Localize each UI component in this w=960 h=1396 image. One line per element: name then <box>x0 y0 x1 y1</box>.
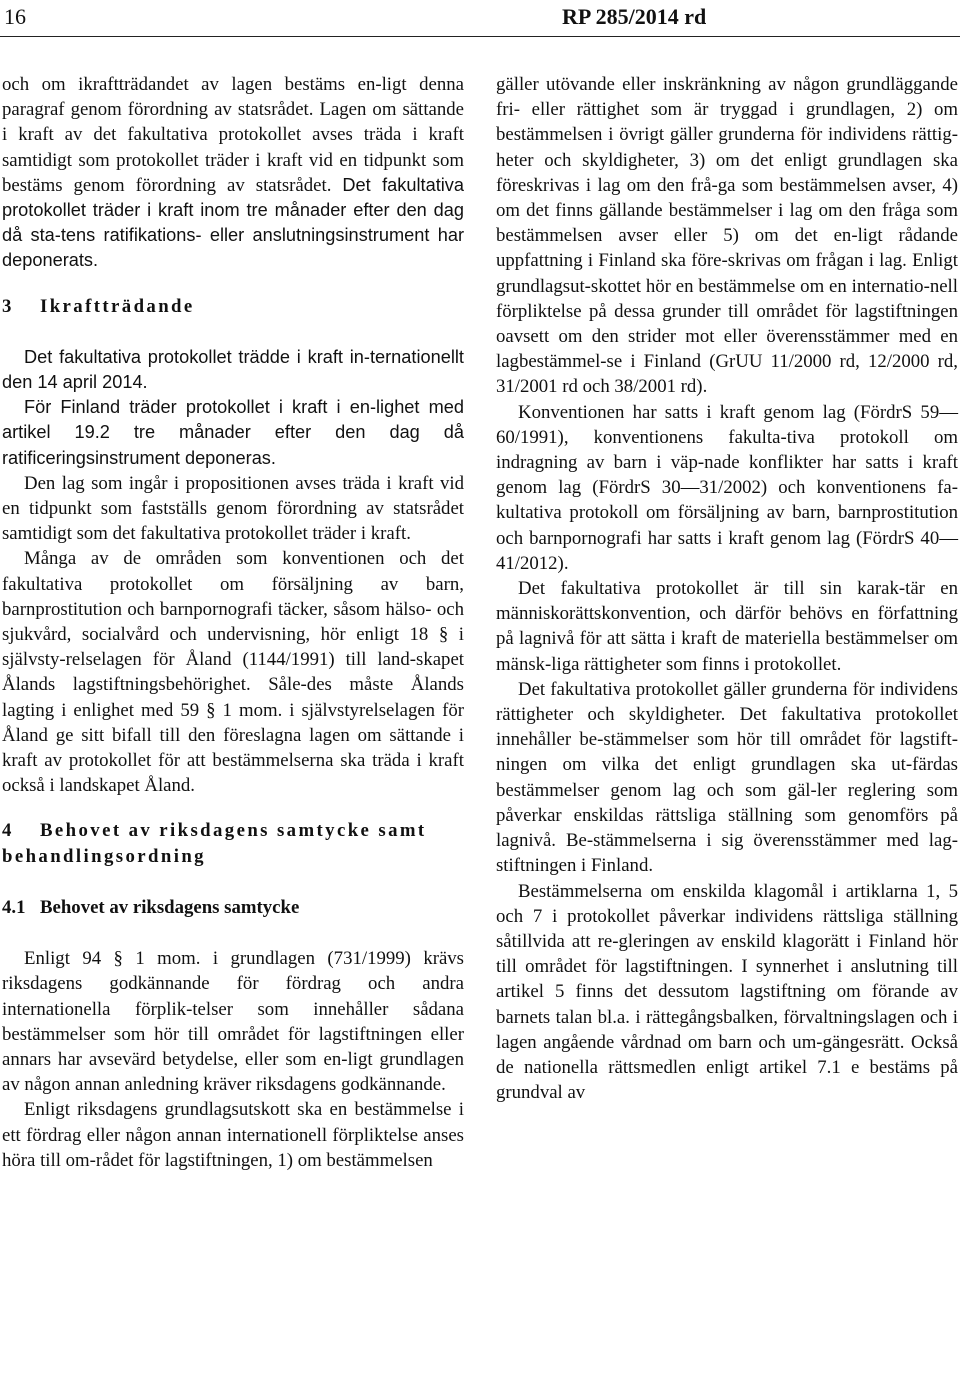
paragraph: gäller utövande eller inskränkning av någon grundläggande fri- eller rättighet som är tryggad i grundlagen, 2) om bestämmelsen i övrigt gäller grunderna för individens rättig-heter och skyldigheter, 3) om det enligt grundlagen ska föreskrivas i lag om den frå-ga som bestämmelsen avser, 4) om det finns gällande bestämmelser i lag om den fråga som bestämmelsen avser eller 5) om det en-ligt rådande uppfattning i Finland ska före-skrivas om frågan i lag. Enligt grundlagsut-skottet hör en bestämmelse om en internatio-nell förpliktelse på dessa grunder till området för lagstiftningen oavsett om den strider mot eller överensstämmer med en lagbestämmel-se i Finland (GrUU 11/2000 rd, 12/2000 rd, 31/2001 rd och 38/2001 rd). <box>496 74 958 398</box>
paragraph: Enligt 94 § 1 mom. i grundlagen (731/1999) krävs riksdagens godkännande för fördrag och andra internationella förplik-telser som innehåller sådana bestämmelser som hör till området för lagstiftningen eller annars har avsevärd betydelse, eller som en-ligt grundlagen av någon annan anledning kräver riksdagens godkännande. <box>2 948 464 1096</box>
section-title: Behovet av riksdagens samtycke samt behandlingsordning <box>2 820 427 867</box>
paragraph: Enligt riksdagens grundlagsutskott ska en bestämmelse i ett fördrag eller någon annan internationell förpliktelse anses höra till om-rådet för lagstiftningen, 1) om bestämmelsen <box>2 1099 464 1171</box>
section-title: Ikraftträdande <box>40 295 195 317</box>
header-rule <box>0 36 960 37</box>
paragraph <box>2 72 464 274</box>
left-column <box>2 72 464 1173</box>
section-number: 4 <box>2 820 12 842</box>
paragraph: Det fakultativa protokollet gäller grunderna för individens rättigheter och skyldigheter. Det fakultativa protokollet innehåller be-stämmelser som hör till området för lagstift-ningen om vilka det enligt grundlagen ska ut-färdas bestämmelser genom lag och som gäl-ler reglering som påverkar enskildas rättsliga ställning som genomförs på lagnivå. Be-stämmelserna i sig överensstämmer med lag-stiftningen i Finland. <box>496 678 958 877</box>
paragraph: Konventionen har satts i kraft genom lag (FördrS 59—60/1991), konventionens fakulta-tiva protokoll om indragning av barn i väp-nade konflikter har satts i kraft genom lag (FördrS 30—31/2002) och konventionens fa-kultativa protokoll om försäljning av barn, barnprostitution och barnpornografi har satts i kraft genom lag (FördrS 40—41/2012). <box>496 401 958 574</box>
document-id: RP 285/2014 rd <box>562 4 707 29</box>
subsection-heading-4-1 <box>2 895 464 920</box>
subsection-number: 4.1 <box>2 896 26 918</box>
paragraph: För Finland träder protokollet i kraft i en-lighet med artikel 19.2 tre månader efter den dag då ratificeringsinstrument deponeras. <box>2 397 464 468</box>
page-header <box>0 0 960 40</box>
page-number: 16 <box>4 4 26 29</box>
paragraph: Det fakultativa protokollet trädde i kraft in-ternationellt den 14 april 2014. <box>2 346 464 393</box>
paragraph: Bestämmelserna om enskilda klagomål i artiklarna 1, 5 och 7 i protokollet påverkar individens rättsliga ställning såtillvida att re-gleringen av enskild klagorätt i Finland hör till området för lagstiftningen. I synnerhet i anslutning till artikel 5 finns det dessutom lagstiftning om förande av barnets talan bl.a. i rättegångsbalken, förvaltningslagen och i lagen angående vårdnad om barn och um-gängesrätt. Också de nationella rättsmedlen enligt artikel 7.1 e bestäms på grundval av <box>496 880 958 1104</box>
paragraph: Den lag som ingår i propositionen avses träda i kraft vid en tidpunkt som fastställs genom förordning av statsrådet samtidigt som det fakultativa protokollet träder i kraft. <box>2 472 464 545</box>
paragraph: Det fakultativa protokollet är till sin karak-tär en människorättskonvention, och därför behövs en författning på lagnivå för att sätta i kraft de materiella bestämmelser om mänsk-liga rättigheter som finns i protokollet. <box>496 578 958 675</box>
section-heading-4 <box>2 818 464 868</box>
right-column <box>496 72 958 1105</box>
paragraph-text-sans: Det fakultativa protokollet träder i kraft inom tre månader efter den dag då sta-tens ratifikations- eller anslutningsinstrument har deponerats. <box>2 174 464 271</box>
subsection-title: Behovet av riksdagens samtycke <box>40 896 300 918</box>
paragraph: Många av de områden som konventionen och det fakultativa protokollet om försäljning av barn, barnprostitution och barnpornografi täcker, såsom hälso- och sjukvård, socialvård och undervisning, hör enligt 18 § i självsty-relselagen för Åland (1144/1991) till land-skapet Ålands lagstiftningsbehörighet. Såle-des måste Ålands lagting i enlighet med 59 § 1 mom. i självstyrelselagen för Åland ge sitt bifall till den föreslagna lagen om sättande i kraft av protokollet för att bestämmelserna ska träda i kraft också i landskapet Åland. <box>2 548 464 797</box>
section-heading-3 <box>2 294 464 319</box>
paragraph-text: och om ikraftträdandet av lagen bestäms en-ligt denna paragraf genom förordning av statsrådet. Lagen om sättande i kraft av det fakultativa protokollet avses träda i kraft samtidigt som protokollet träder i kraft vid en tidpunkt som bestäms genom förordning av statsrådet. <box>2 74 464 196</box>
section-number: 3 <box>2 295 12 317</box>
